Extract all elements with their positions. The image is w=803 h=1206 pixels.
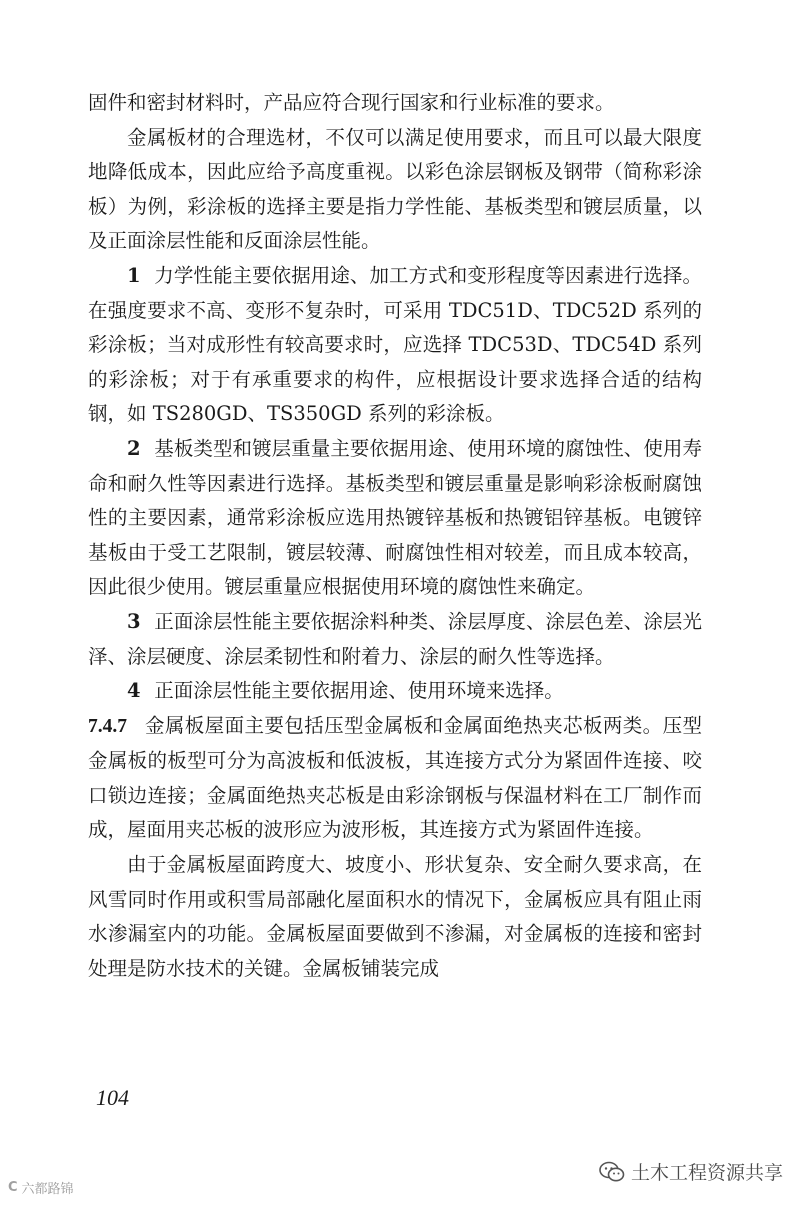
paragraph (88, 121, 702, 259)
page-number: 104 (96, 1085, 129, 1110)
paragraph (88, 848, 702, 986)
paragraph-text: 正面涂层性能主要依据用途、使用环境来选择。 (154, 679, 564, 703)
item-number: 1 (127, 263, 141, 287)
paragraph-text: 金属板材的合理选材，不仅可以满足使用要求，而且可以最大限度地降低成本，因此应给予高度重视。以彩色涂层钢板及钢带（简称彩涂板）为例，彩涂板的选择主要是指力学性能、基板类型和镀层质量，以及正面涂层性能和反面涂层性能。 (88, 125, 702, 253)
wechat-icon (599, 1161, 625, 1183)
item-number: 4 (127, 679, 141, 703)
paragraph-text: 金属板屋面主要包括压型金属板和金属面绝热夹芯板两类。压型金属板的板型可分为高波板和低波板，其连接方式分为紧固件连接、咬口锁边连接；金属面绝热夹芯板是由彩涂钢板与保温材料在工厂制作而成，屋面用夹芯板的波形应为波形板，其连接方式为紧固件连接。 (88, 713, 702, 842)
item-number: 3 (127, 609, 141, 633)
watermark-left (8, 1178, 74, 1197)
paragraph-text: 基板类型和镀层重量主要依据用途、使用环境的腐蚀性、使用寿命和耐久性等因素进行选择。基板类型和镀层重量是影响彩涂板耐腐蚀性的主要因素，通常彩涂板应选用热镀锌基板和热镀铝锌基板。电镀锌基板由于受工艺限制，镀层较薄、耐腐蚀性相对较差，而且成本较高，因此很少使用。镀层重量应根据使用环境的腐蚀性来确定。 (88, 436, 702, 599)
paragraph-text: 由于金属板屋面跨度大、坡度小、形状复杂、安全耐久要求高，在风雪同时作用或积雪局部融化屋面积水的情况下，金属板应具有阻止雨水渗漏室内的功能。金属板屋面要做到不渗漏，对金属板的连接和密封处理是防水技术的关键。金属板铺装完成 (88, 853, 702, 980)
watermark-right-text: 土木工程资源共享 (630, 1162, 783, 1184)
numbered-paragraph (88, 605, 702, 674)
watermark-left-logo: C (8, 1180, 18, 1195)
paragraph-text: 力学性能主要依据用途、加工方式和变形程度等因素进行选择。在强度要求不高、变形不复杂时，可采用 TDC51D、TDC52D 系列的彩涂板；当对成形性有较高要求时，应选择 TDC53D、TDC54D 系列的彩涂板；对于有承重要求的构件，应根据设计要求选择合适的结构钢，如 TS280GD、TS350GD 系列的彩涂板。 (88, 263, 702, 426)
item-number: 2 (127, 436, 141, 460)
numbered-paragraph (88, 259, 702, 432)
paragraph-text: 固件和密封材料时，产品应符合现行国家和行业标准的要求。 (88, 91, 615, 114)
paragraph-text: 正面涂层性能主要依据涂料种类、涂层厚度、涂层色差、涂层光泽、涂层硬度、涂层柔韧性和附着力、涂层的耐久性等选择。 (88, 609, 702, 668)
page-body (88, 86, 702, 986)
clause-number: 7.4.7 (88, 715, 127, 737)
watermark-left-text: 六都路锦 (21, 1182, 74, 1197)
numbered-paragraph (88, 432, 702, 605)
numbered-paragraph (88, 674, 702, 709)
paragraph (88, 86, 702, 121)
watermark-right (599, 1158, 783, 1185)
clause-paragraph (88, 709, 702, 848)
